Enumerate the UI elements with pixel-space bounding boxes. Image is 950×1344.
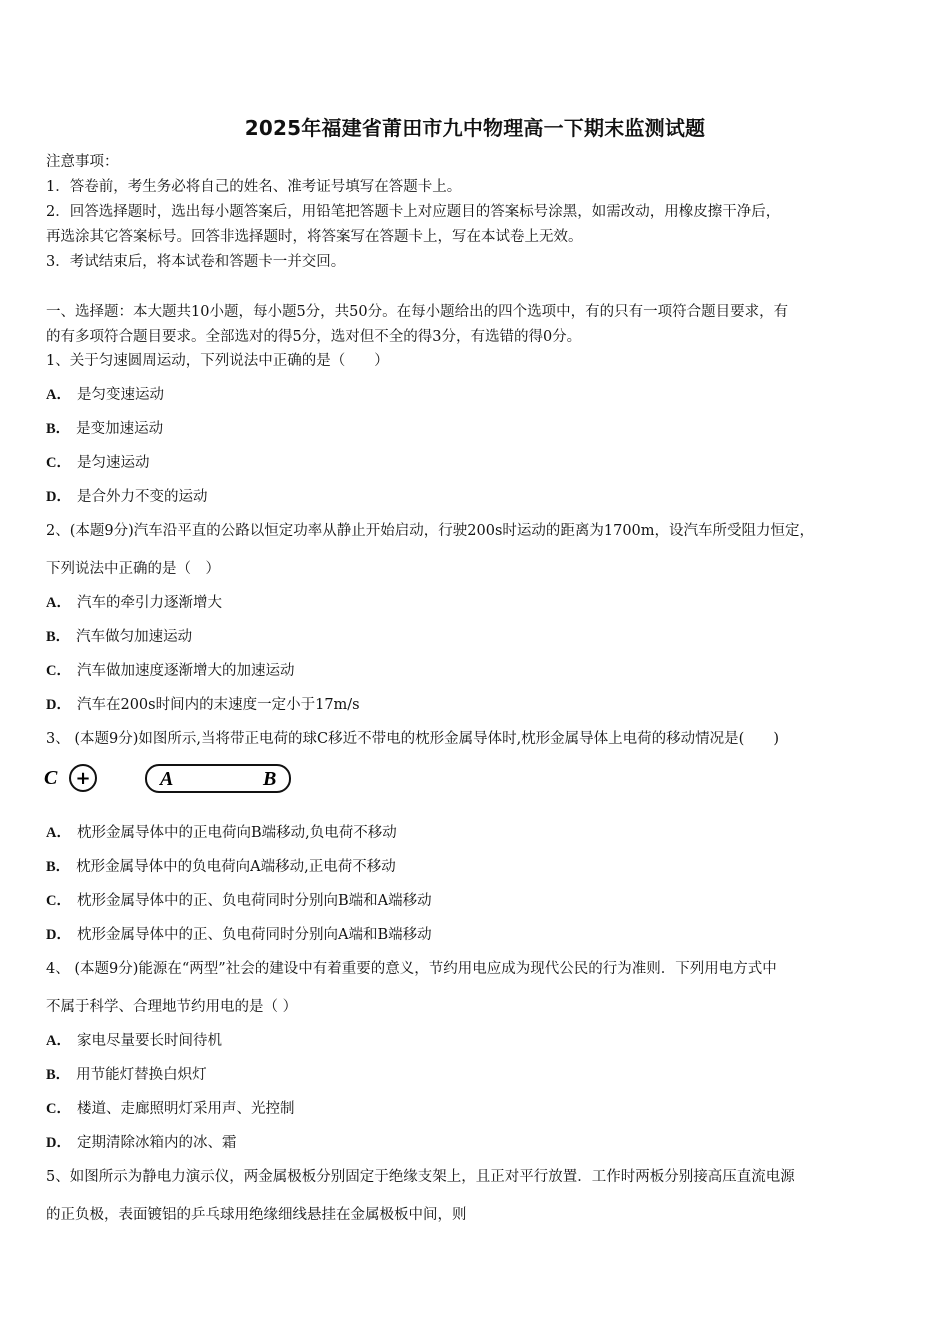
option-label: C．	[46, 1101, 71, 1117]
option-text: 枕形金属导体中的负电荷向A端移动,正电荷不移动	[76, 859, 396, 875]
option-label: C．	[46, 663, 71, 679]
option-label: A．	[46, 595, 71, 611]
option-label: D．	[46, 697, 71, 713]
page-title: 2025年福建省莆田市九中物理高一下期末监测试题	[244, 116, 706, 140]
option-a[interactable]	[46, 1031, 222, 1051]
notice-heading: 注意事项：	[46, 154, 119, 170]
option-text: 汽车做加速度逐渐增大的加速运动	[76, 663, 295, 679]
section-instructions: 一、选择题：本大题共10小题，每小题5分，共50分。在每小题给出的四个选项中，有的只有一项符合题目要求，有	[46, 304, 789, 320]
option-label: A．	[46, 1033, 71, 1049]
option-d[interactable]	[46, 487, 207, 507]
option-b[interactable]	[46, 419, 163, 439]
section-instructions: 的有多项符合题目要求。全部选对的得5分，选对但不全的得3分，有选错的得0分。	[46, 329, 582, 345]
option-label: D．	[46, 1135, 71, 1151]
option-label: A．	[46, 825, 71, 841]
option-label: C．	[46, 893, 71, 909]
question-2-stem: 下列说法中正确的是（ ）	[46, 561, 220, 577]
option-b[interactable]	[46, 627, 192, 647]
notice-item: 再选涂其它答案标号。回答非选择题时，将答案写在答题卡上，写在本试卷上无效。	[46, 229, 583, 245]
option-label: B．	[46, 859, 71, 875]
option-text: 枕形金属导体中的正电荷向B端移动,负电荷不移动	[76, 825, 397, 841]
option-c[interactable]	[46, 453, 149, 473]
option-label: A．	[46, 387, 71, 403]
notice-item: 1．答卷前，考生务必将自己的姓名、准考证号填写在答题卡上。	[46, 179, 462, 195]
option-text: 汽车做匀加速运动	[76, 629, 193, 645]
option-text: 汽车的牵引力逐渐增大	[76, 595, 222, 611]
option-text: 楼道、走廊照明灯采用声、光控制	[76, 1101, 295, 1117]
notice-item: 3．考试结束后，将本试卷和答题卡一并交回。	[46, 254, 346, 270]
option-c[interactable]	[46, 661, 294, 681]
option-text: 汽车在200s时间内的末速度一定小于17m/s	[76, 697, 360, 713]
question-4-stem: 4、 (本题9分)能源在“两型”社会的建设中有着重要的意义，节约用电应成为现代公民的行为准则．下列用电方式中	[46, 961, 777, 977]
option-d[interactable]	[46, 1133, 236, 1153]
question-2-stem: 2、(本题9分)汽车沿平直的公路以恒定功率从静止开始启动，行驶200s时运动的距离为1700m，设汽车所受阻力恒定，	[46, 523, 815, 539]
option-d[interactable]	[46, 925, 432, 945]
option-a[interactable]	[46, 385, 164, 405]
option-text: 家电尽量要长时间待机	[76, 1033, 222, 1049]
option-text: 是合外力不变的运动	[76, 489, 208, 505]
option-b[interactable]	[46, 857, 396, 877]
question-5-stem: 5、如图所示为静电力演示仪，两金属极板分别固定于绝缘支架上，且正对平行放置．工作时两板分别接高压直流电源	[46, 1169, 795, 1185]
question-5-stem: 的正负极，表面镀铝的乒乓球用绝缘细线悬挂在金属极板中间，则	[46, 1207, 467, 1223]
option-c[interactable]	[46, 1099, 294, 1119]
question-4-stem: 不属于科学、合理地节约用电的是（ ）	[46, 999, 298, 1015]
option-text: 是变加速运动	[76, 421, 164, 437]
plus-sign: +	[75, 768, 91, 789]
option-text: 定期清除冰箱内的冰、霜	[76, 1135, 237, 1151]
question-1-stem: 1、关于匀速圆周运动，下列说法中正确的是（ ）	[46, 353, 389, 369]
option-label: D．	[46, 927, 71, 943]
option-d[interactable]	[46, 695, 360, 715]
charge-diagram	[44, 762, 294, 796]
option-label: C．	[46, 455, 71, 471]
option-label: B．	[46, 629, 71, 645]
option-c[interactable]	[46, 891, 432, 911]
option-text: 枕形金属导体中的正、负电荷同时分别向A端和B端移动	[76, 927, 432, 943]
option-a[interactable]	[46, 593, 222, 613]
option-text: 枕形金属导体中的正、负电荷同时分别向B端和A端移动	[76, 893, 432, 909]
option-label: B．	[46, 1067, 71, 1083]
option-b[interactable]	[46, 1065, 207, 1085]
option-label: B．	[46, 421, 71, 437]
option-a[interactable]	[46, 823, 397, 843]
option-text: 用节能灯替换白炽灯	[76, 1067, 207, 1083]
notice-item: 2．回答选择题时，选出每小题答案后，用铅笔把答题卡上对应题目的答案标号涂黑，如需改动，用橡皮擦干净后，	[46, 204, 781, 220]
option-label: D．	[46, 489, 71, 505]
option-text: 是匀速运动	[76, 455, 150, 471]
diagram-a-label: A	[160, 768, 174, 790]
question-3-stem: 3、 (本题9分)如图所示,当将带正电荷的球C移近不带电的枕形金属导体时,枕形金属导体上电荷的移动情况是( )	[46, 731, 779, 747]
option-text: 是匀变速运动	[76, 387, 164, 403]
diagram-c-label: C	[44, 767, 58, 789]
diagram-b-label: B	[263, 768, 277, 790]
